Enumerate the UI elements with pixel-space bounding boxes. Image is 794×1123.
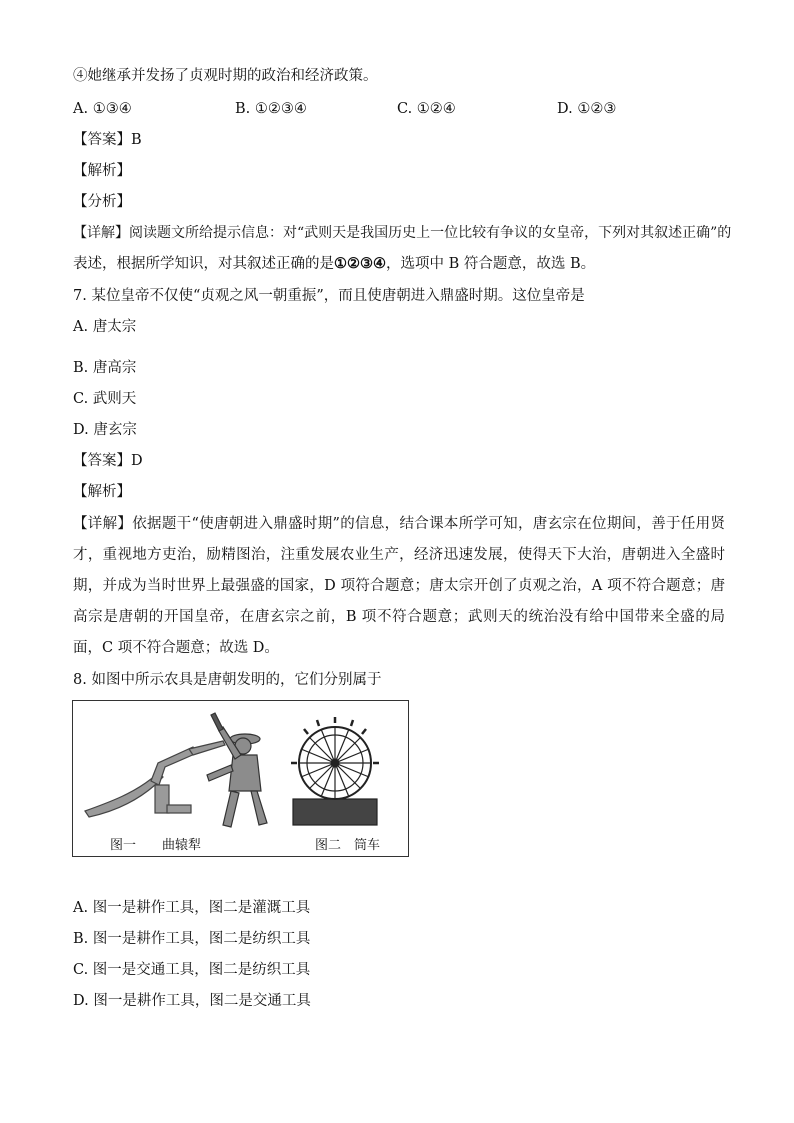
q7-stem: 7. 某位皇帝不仅使“贞观之风一朝重振”，而且使唐朝进入鼎盛时期。这位皇帝是 xyxy=(73,288,585,304)
q6-option-c[interactable]: C. ①②④ xyxy=(397,101,456,117)
q6-detail-line2-post: ，选项中 B 符合题意，故选 B。 xyxy=(386,256,596,272)
q6-detail-line2-bold: ①②③④ xyxy=(334,255,386,272)
q8-figure xyxy=(72,700,409,857)
q7-option-d[interactable]: D. 唐玄宗 xyxy=(73,422,137,438)
q6-option-d[interactable]: D. ①②③ xyxy=(557,101,617,117)
q7-option-a[interactable]: A. 唐太宗 xyxy=(73,319,137,335)
q8-option-b[interactable]: B. 图一是耕作工具，图二是纺织工具 xyxy=(73,931,311,947)
q8-option-a[interactable]: A. 图一是耕作工具，图二是灌溉工具 xyxy=(73,900,311,916)
q8-figure1-caption: 图一 曲辕犁 xyxy=(110,838,202,853)
q6-analysis-label: 【解析】 xyxy=(73,163,131,179)
q7-answer: 【答案】D xyxy=(73,453,143,469)
q8-option-d[interactable]: D. 图一是耕作工具，图二是交通工具 xyxy=(73,993,311,1009)
q6-detail-line1: 【详解】阅读题文所给提示信息：对“武则天是我国历史上一位比较有争议的女皇帝，下列对其叙述正确”的 xyxy=(73,225,732,241)
q6-fenxi-label: 【分析】 xyxy=(73,194,131,210)
plow-illustration xyxy=(85,741,225,817)
q7-option-c[interactable]: C. 武则天 xyxy=(73,391,137,407)
q7-detail: 【详解】依据题干“使唐朝进入鼎盛时期”的信息，结合课本所学可知，唐玄宗在位期间，善于任用贤才，重视地方吏治，励精图治，注重发展农业生产，经济迅速发展，使得天下大治，唐朝进入全盛时期，并成为当时世界上最强盛的国家，D 项符合题意；唐太宗开创了贞观之治，A 项不符合题意；唐高宗是唐朝的开国皇帝，在唐玄宗之前，B 项不符合题意；武则天的统治没有给中国带来全盛的局面，C 项不符合题意；故选 D。 xyxy=(73,516,725,656)
q7-analysis-label: 【解析】 xyxy=(73,484,131,500)
q6-item4: ④她继承并发扬了贞观时期的政治和经济政策。 xyxy=(73,68,378,84)
q6-detail-line2-pre: 表述，根据所学知识，对其叙述正确的是 xyxy=(73,256,334,272)
q6-answer: 【答案】B xyxy=(73,132,142,148)
q7-option-b[interactable]: B. 唐高宗 xyxy=(73,360,137,376)
q8-figure2-caption: 图二 筒车 xyxy=(315,838,381,853)
q6-option-a[interactable]: A. ①③④ xyxy=(73,101,132,117)
q6-detail-line2 xyxy=(73,254,595,274)
q8-stem: 8. 如图中所示农具是唐朝发明的，它们分别属于 xyxy=(73,672,382,688)
q8-option-c[interactable]: C. 图一是交通工具，图二是纺织工具 xyxy=(73,962,311,978)
farmer-illustration xyxy=(207,713,267,827)
q6-option-b[interactable]: B. ①②③④ xyxy=(235,101,307,117)
water-wheel-illustration xyxy=(291,717,379,825)
q8-figure-drawing xyxy=(73,701,408,856)
